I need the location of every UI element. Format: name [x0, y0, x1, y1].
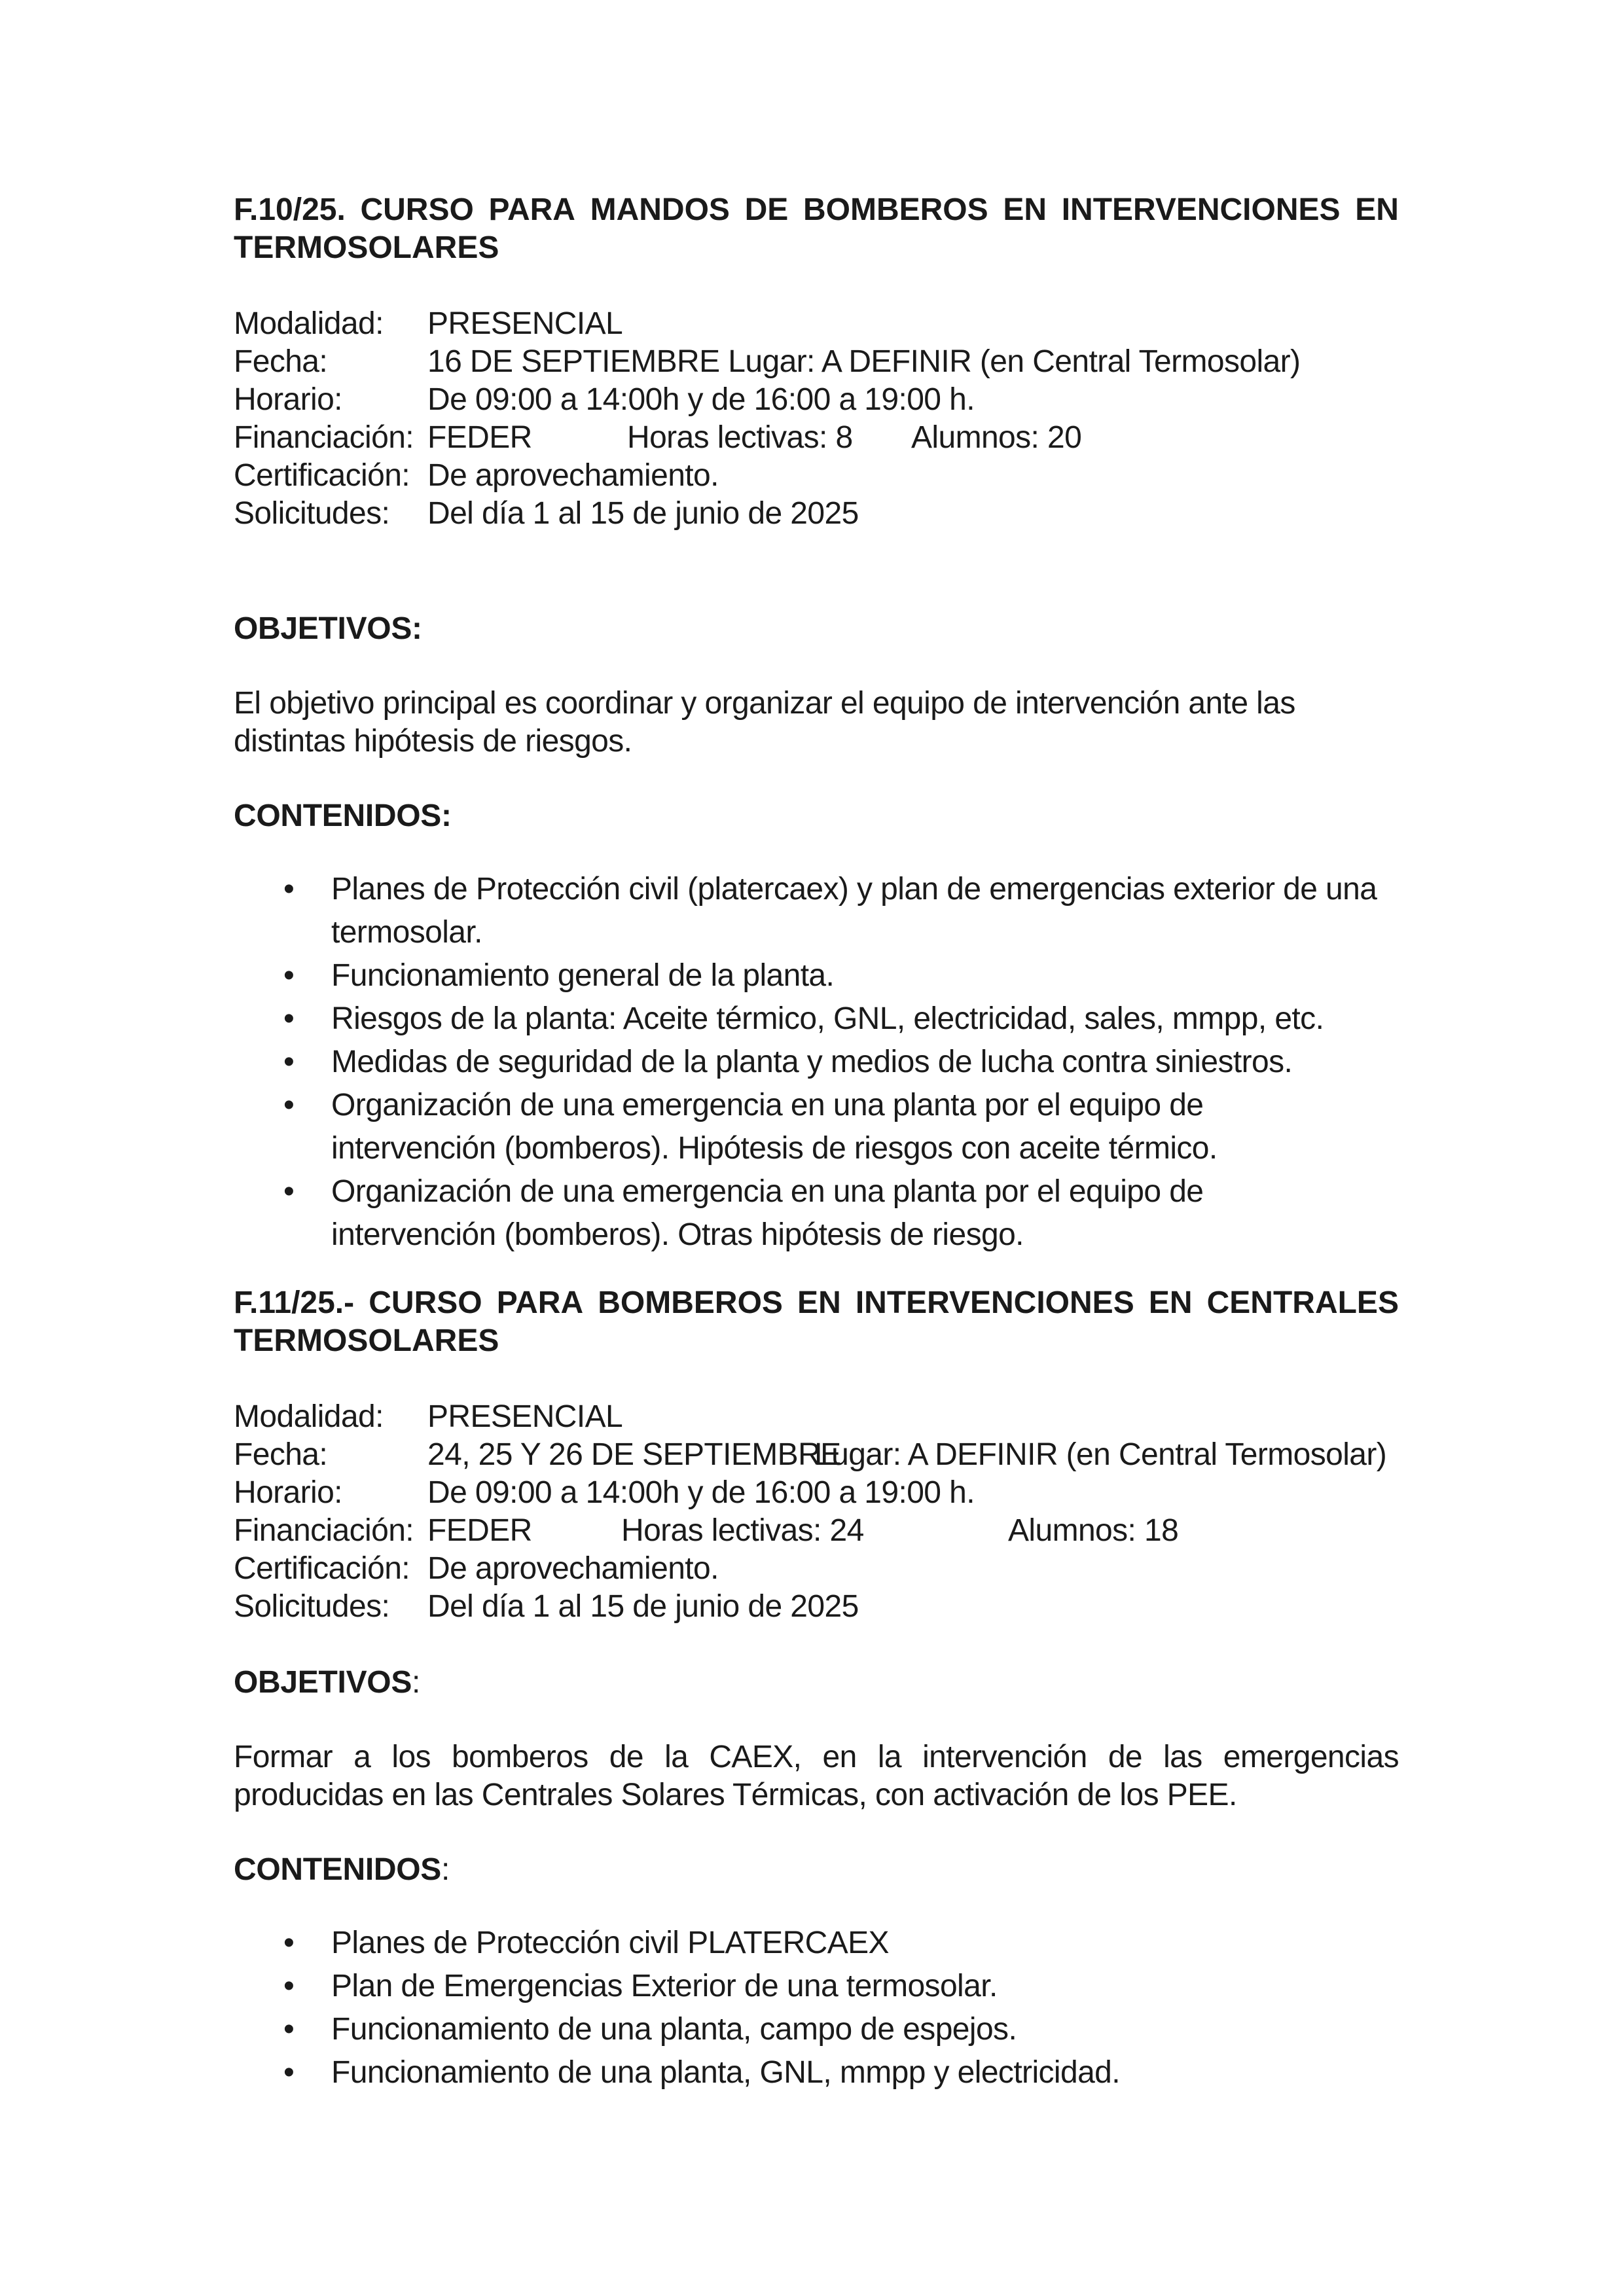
list-item-text: Funcionamiento general de la planta.: [331, 958, 835, 993]
contenidos-heading-colon: :: [441, 1852, 450, 1887]
bullet-icon: •: [283, 872, 295, 906]
horario-label: Horario:: [234, 382, 342, 417]
modalidad-value: PRESENCIAL: [427, 306, 623, 341]
info-row-financiacion: [234, 419, 1399, 457]
info-row-fecha: [234, 343, 1399, 381]
financiacion-value: FEDER: [427, 420, 532, 455]
contenidos-heading: CONTENIDOS:: [234, 798, 452, 833]
list-item-text: Riesgos de la planta: Aceite térmico, GNL, electricidad, sales, mmpp, etc.: [331, 1001, 1324, 1036]
horario-value: De 09:00 a 14:00h y de 16:00 a 19:00 h.: [427, 382, 975, 417]
course-f10: [234, 191, 1399, 1257]
horario-value: De 09:00 a 14:00h y de 16:00 a 19:00 h.: [427, 1475, 975, 1510]
list-item-text: Organización de una emergencia en una planta por el equipo de intervención (bomberos). Otras hipótesis de riesgo.: [331, 1174, 1204, 1252]
list-item: [234, 2051, 1399, 2094]
bullet-icon: •: [283, 2055, 295, 2090]
certificacion-label: Certificación:: [234, 1551, 410, 1586]
info-row-certificacion: [234, 457, 1399, 495]
title-word: INTERVENCIONES: [855, 1285, 1134, 1320]
info-row-certificacion: [234, 1550, 1399, 1588]
list-item: [234, 954, 1399, 997]
financiacion-label: Financiación:: [234, 420, 414, 455]
list-item-text: Organización de una emergencia en una planta por el equipo de intervención (bomberos). Hipótesis de riesgos con aceite térmico.: [331, 1088, 1218, 1166]
title-word: CENTRALES: [1206, 1285, 1399, 1320]
horas-lectivas: Horas lectivas: 24: [621, 1513, 864, 1548]
title-word: CURSO: [360, 192, 474, 227]
title-word: CURSO: [369, 1285, 482, 1320]
list-item-text: Funcionamiento de una planta, campo de espejos.: [331, 2012, 1017, 2047]
list-item: [234, 1041, 1399, 1084]
horario-label: Horario:: [234, 1475, 342, 1510]
title-word: EN: [797, 1285, 841, 1320]
title-word: PARA: [488, 192, 575, 227]
list-item: [234, 2008, 1399, 2051]
title-word: BOMBEROS: [803, 192, 988, 227]
title-word: DE: [744, 192, 789, 227]
financiacion-value: FEDER: [427, 1513, 532, 1548]
fecha-value: 24, 25 Y 26 DE SEPTIEMBRE: [427, 1437, 841, 1472]
solicitudes-value: Del día 1 al 15 de junio de 2025: [427, 1589, 859, 1624]
fecha-value: 16 DE SEPTIEMBRE Lugar: A DEFINIR (en Central Termosolar): [427, 344, 1301, 379]
list-item-text: Planes de Protección civil (platercaex) y plan de emergencias exterior de una termosolar.: [331, 872, 1377, 950]
info-row-financiacion: [234, 1512, 1399, 1550]
contenidos-list: [234, 868, 1399, 1257]
list-item: [234, 1170, 1399, 1257]
objetivos-text: El objetivo principal es coordinar y organizar el equipo de intervención ante las distintas hipótesis de riesgos.: [234, 686, 1295, 759]
list-item: [234, 868, 1399, 954]
list-item-text: Plan de Emergencias Exterior de una termosolar.: [331, 1969, 998, 2003]
info-row-solicitudes: [234, 1588, 1399, 1626]
title-word: BOMBEROS: [598, 1285, 783, 1320]
list-item: [234, 1084, 1399, 1170]
certificacion-label: Certificación:: [234, 458, 410, 493]
course-info: [234, 1398, 1399, 1626]
list-item-text: Medidas de seguridad de la planta y medios de lucha contra siniestros.: [331, 1045, 1293, 1079]
fecha-label: Fecha:: [234, 1437, 328, 1472]
course-f11: [234, 1284, 1399, 2094]
course-title: [234, 191, 1399, 267]
solicitudes-label: Solicitudes:: [234, 496, 390, 531]
title-word: EN: [1355, 192, 1399, 227]
objetivos-text: Formar a los bomberos de la CAEX, en la intervención de las emergencias producidas en las Centrales Solares Térmicas, con activación de los PEE.: [234, 1740, 1399, 1812]
bullet-icon: •: [283, 1174, 295, 1209]
contenidos-list: [234, 1922, 1399, 2094]
list-item: [234, 1922, 1399, 1965]
list-item: [234, 997, 1399, 1041]
bullet-icon: •: [283, 1969, 295, 2003]
alumnos: Alumnos: 20: [911, 420, 1082, 455]
solicitudes-label: Solicitudes:: [234, 1589, 390, 1624]
course-title-line2: TERMOSOLARES: [234, 230, 499, 265]
objetivos-heading: [234, 1664, 1399, 1702]
bullet-icon: •: [283, 2012, 295, 2047]
financiacion-label: Financiación:: [234, 1513, 414, 1548]
info-row-fecha: [234, 1436, 1399, 1474]
title-word: EN: [1003, 192, 1047, 227]
title-word: MANDOS: [590, 192, 730, 227]
title-word: F.11/25.-: [234, 1285, 355, 1320]
bullet-icon: •: [283, 958, 295, 993]
certificacion-value: De aprovechamiento.: [427, 458, 719, 493]
objetivos-heading: OBJETIVOS:: [234, 611, 422, 646]
bullet-icon: •: [283, 1045, 295, 1079]
info-row-modalidad: [234, 1398, 1399, 1436]
list-item-text: Planes de Protección civil PLATERCAEX: [331, 1926, 889, 1960]
modalidad-label: Modalidad:: [234, 306, 384, 341]
horas-lectivas: Horas lectivas: 8: [627, 420, 853, 455]
fecha-label: Fecha:: [234, 344, 328, 379]
course-info: [234, 305, 1399, 533]
alumnos: Alumnos: 18: [1008, 1513, 1179, 1548]
solicitudes-value: Del día 1 al 15 de junio de 2025: [427, 496, 859, 531]
list-item-text: Funcionamiento de una planta, GNL, mmpp y electricidad.: [331, 2055, 1120, 2090]
info-row-solicitudes: [234, 495, 1399, 533]
bullet-icon: •: [283, 1088, 295, 1122]
lugar-value: Lugar: A DEFINIR (en Central Termosolar): [814, 1437, 1387, 1472]
course-title: [234, 1284, 1399, 1360]
contenidos-heading: [234, 1851, 1399, 1889]
list-item: [234, 1965, 1399, 2008]
course-title-line2: TERMOSOLARES: [234, 1323, 499, 1358]
title-word: PARA: [496, 1285, 584, 1320]
info-row-horario: [234, 381, 1399, 419]
contenidos-heading-text: CONTENIDOS: [234, 1852, 442, 1887]
title-word: INTERVENCIONES: [1061, 192, 1341, 227]
course-title-line1: [234, 191, 1399, 229]
course-title-line1: [234, 1284, 1399, 1322]
objetivos-heading-colon: :: [412, 1665, 421, 1700]
info-row-horario: [234, 1474, 1399, 1512]
title-word: F.10/25.: [234, 192, 346, 227]
objetivos-heading-text: OBJETIVOS: [234, 1665, 412, 1700]
modalidad-value: PRESENCIAL: [427, 1399, 623, 1434]
bullet-icon: •: [283, 1001, 295, 1036]
info-row-modalidad: [234, 305, 1399, 343]
modalidad-label: Modalidad:: [234, 1399, 384, 1434]
title-word: EN: [1148, 1285, 1193, 1320]
certificacion-value: De aprovechamiento.: [427, 1551, 719, 1586]
bullet-icon: •: [283, 1926, 295, 1960]
